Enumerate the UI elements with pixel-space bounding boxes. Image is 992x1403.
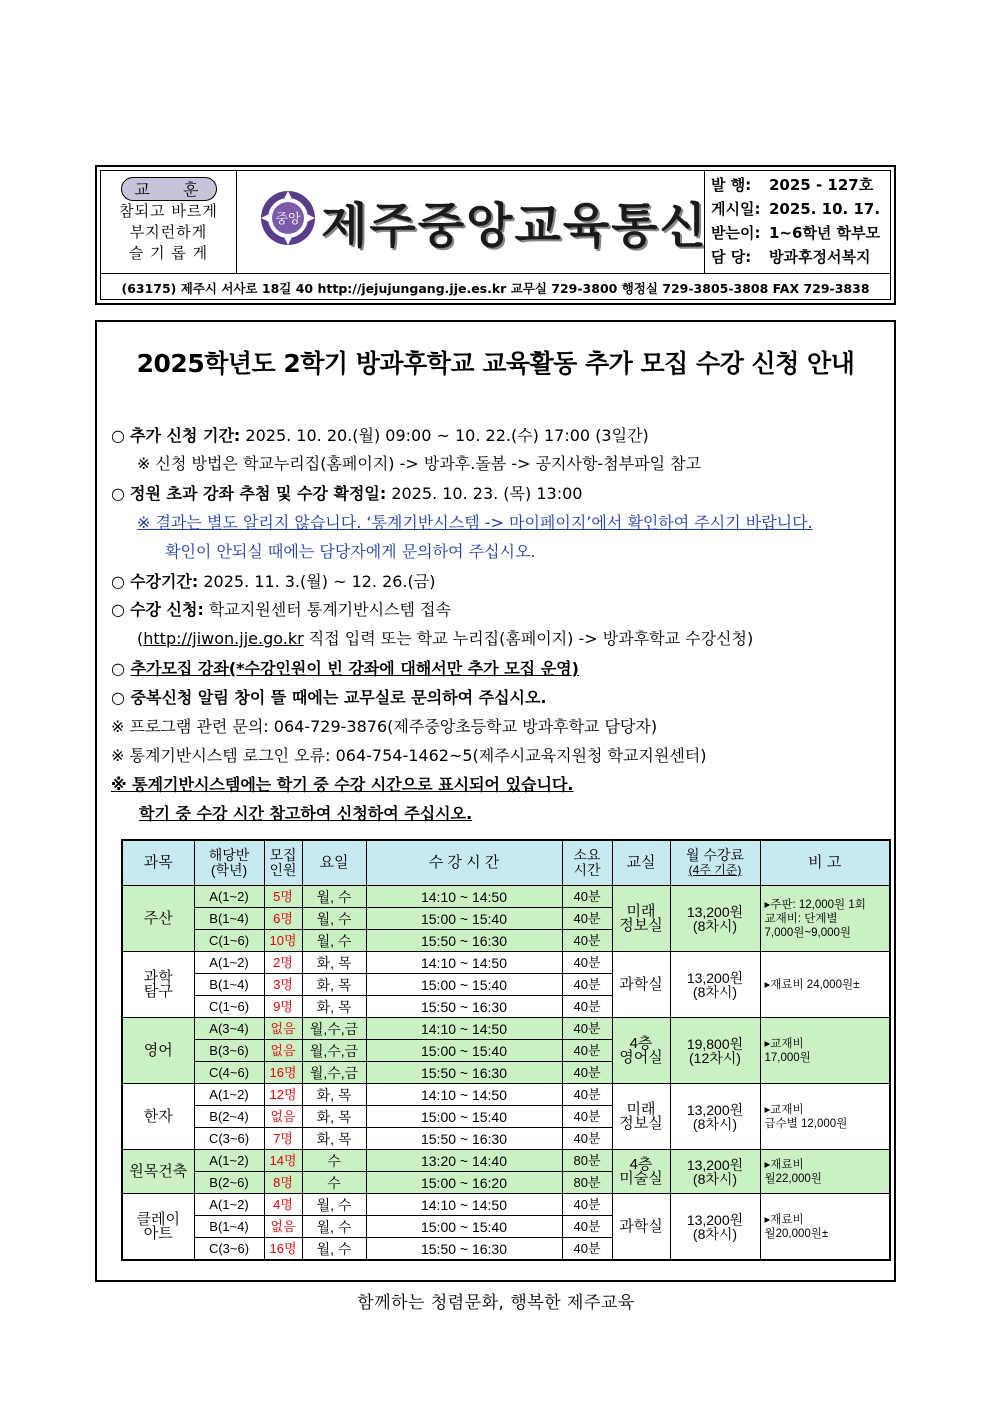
table-body (122, 886, 890, 1261)
capacity-cell: 16명 (264, 1062, 302, 1084)
capacity-cell: 5명 (264, 886, 302, 908)
table-row (122, 1018, 890, 1040)
apply-method: ※ 신청 방법은 학교누리집(홈페이지) -> 방과후.돌봄 -> 공지사항-첨부파일 참고 (137, 454, 702, 473)
class-cell: B(1~4) (194, 908, 264, 930)
time-cell: 15:00 ~ 15:40 (366, 1106, 562, 1128)
room-cell: 미래 정보실 (612, 1084, 670, 1150)
class-cell: A(1~2) (194, 952, 264, 974)
duration-cell: 40분 (562, 974, 612, 996)
time-note-2: 학기 중 수강 시간 참고하여 신청하여 주십시오. (139, 804, 473, 823)
table-row (122, 886, 890, 908)
col-fee: 월 수강료 (4주 기준) (670, 840, 760, 886)
day-cell: 월, 수 (302, 930, 366, 952)
time-cell: 15:00 ~ 15:40 (366, 1216, 562, 1238)
subject-cell: 한자 (122, 1084, 194, 1150)
fee-cell: 13,200원 (8차시) (670, 1194, 760, 1261)
fee-cell: 13,200원 (8차시) (670, 952, 760, 1018)
result-notice: ※ 결과는 별도 알리지 않습니다. ‘통계기반시스템 -> 마이페이지’에서 확인하여 주시기 바랍니다. (137, 513, 813, 532)
time-cell: 15:00 ~ 15:40 (366, 908, 562, 930)
room-cell: 과학실 (612, 1194, 670, 1261)
day-cell: 화, 목 (302, 996, 366, 1018)
footer-slogan: 함께하는 청렴문화, 행복한 제주교육 (357, 1293, 635, 1313)
time-note: ※ 통계기반시스템에는 학기 중 수강 시간으로 표시되어 있습니다. (111, 775, 574, 794)
motto-line: 참되고 바르게 (119, 202, 218, 220)
class-cell: C(3~6) (194, 1128, 264, 1150)
time-cell: 14:10 ~ 14:50 (366, 1194, 562, 1216)
class-cell: B(1~4) (194, 974, 264, 996)
col-class: 해당반 (학년) (194, 840, 264, 886)
school-motto (101, 171, 237, 273)
room-cell: 과학실 (612, 952, 670, 1018)
table-row (122, 952, 890, 974)
class-cell: B(1~4) (194, 1216, 264, 1238)
class-cell: C(4~6) (194, 1062, 264, 1084)
capacity-cell: 6명 (264, 908, 302, 930)
time-cell: 15:00 ~ 15:40 (366, 974, 562, 996)
capacity-cell: 7명 (264, 1128, 302, 1150)
table-row (122, 1150, 890, 1172)
capacity-cell: 없음 (264, 1216, 302, 1238)
capacity-cell: 없음 (264, 1106, 302, 1128)
day-cell: 화, 목 (302, 952, 366, 974)
school-address: (63175) 제주시 서사로 18길 40 http://jejujungang.jje.es.kr 교무실 729-3800 행정실 729-3805-3808 FAX 729-3838 (101, 273, 890, 299)
duration-cell: 40분 (562, 1018, 612, 1040)
fee-cell: 19,800원 (12차시) (670, 1018, 760, 1084)
contact-notice: 확인이 안되실 때에는 담당자에게 문의하여 주십시오. (165, 542, 536, 561)
time-cell: 15:50 ~ 16:30 (366, 996, 562, 1018)
time-cell: 15:50 ~ 16:30 (366, 1128, 562, 1150)
apply-site: (http://jiwon.jje.go.kr 직접 입력 또는 학교 누리집(홈페이지) -> 방과후학교 수강신청) (137, 629, 754, 648)
duration-cell: 40분 (562, 1106, 612, 1128)
how-to-apply: ○ 수강 신청: 학교지원센터 통계기반시스템 접속 (111, 600, 451, 619)
note-cell: ▸재료비 월20,000원± (760, 1194, 890, 1261)
newsletter-title: 제주중앙교육통신 (321, 198, 708, 254)
school-logo-icon (259, 189, 317, 247)
time-cell: 14:10 ~ 14:50 (366, 1018, 562, 1040)
duration-cell: 40분 (562, 886, 612, 908)
jiwon-link[interactable]: http://jiwon.jje.go.kr (143, 629, 304, 648)
time-cell: 15:50 ~ 16:30 (366, 930, 562, 952)
duration-cell: 40분 (562, 952, 612, 974)
time-cell: 15:00 ~ 16:20 (366, 1172, 562, 1194)
class-cell: C(3~6) (194, 1238, 264, 1261)
capacity-cell: 10명 (264, 930, 302, 952)
room-cell: 4층 미술실 (612, 1150, 670, 1194)
class-cell: A(1~2) (194, 1194, 264, 1216)
duration-cell: 40분 (562, 1216, 612, 1238)
apply-period: ○ 추가 신청 기간: 2025. 10. 20.(월) 09:00 ~ 10. 22.(수) 17:00 (3일간) (111, 426, 649, 445)
day-cell: 월, 수 (302, 908, 366, 930)
fee-cell: 13,200원 (8차시) (670, 1084, 760, 1150)
motto-line: 슬 기 롭 게 (128, 244, 209, 262)
class-cell: B(3~6) (194, 1040, 264, 1062)
subject-cell: 영어 (122, 1018, 194, 1084)
day-cell: 월,수,금 (302, 1018, 366, 1040)
day-cell: 수 (302, 1172, 366, 1194)
table-header-row (122, 840, 890, 886)
duration-cell: 40분 (562, 1238, 612, 1261)
table-row (122, 1084, 890, 1106)
class-cell: A(3~4) (194, 1018, 264, 1040)
duration-cell: 80분 (562, 1150, 612, 1172)
meta-date: 게시일: 2025. 10. 17. (711, 200, 881, 218)
time-cell: 15:50 ~ 16:30 (366, 1062, 562, 1084)
capacity-cell: 12명 (264, 1084, 302, 1106)
duration-cell: 40분 (562, 930, 612, 952)
room-cell: 4층 영어실 (612, 1018, 670, 1084)
capacity-cell: 9명 (264, 996, 302, 1018)
day-cell: 수 (302, 1150, 366, 1172)
program-contact: ※ 프로그램 관련 문의: 064-729-3876(제주중앙초등학교 방과후학교 담당자) (111, 717, 658, 736)
subject-cell: 클레이 아트 (122, 1194, 194, 1261)
class-cell: C(1~6) (194, 996, 264, 1018)
header-inner-frame (100, 170, 891, 300)
subject-cell: 과학 탐구 (122, 952, 194, 1018)
notice-title: 2025학년도 2학기 방과후학교 교육활동 추가 모집 수강 신청 안내 (136, 349, 855, 378)
note-cell: ▸교재비 급수별 12,000원 (760, 1084, 890, 1150)
capacity-cell: 8명 (264, 1172, 302, 1194)
class-cell: A(1~2) (194, 1150, 264, 1172)
meta-department: 담 당: 방과후정서복지 (711, 248, 871, 266)
fee-cell: 13,200원 (8차시) (670, 1150, 760, 1194)
svg-text:중앙: 중앙 (275, 212, 301, 227)
class-cell: A(1~2) (194, 1084, 264, 1106)
col-room: 교실 (612, 840, 670, 886)
motto-line: 부지런하게 (129, 223, 208, 241)
capacity-cell: 없음 (264, 1018, 302, 1040)
duration-cell: 80분 (562, 1172, 612, 1194)
col-capacity: 모집 인원 (264, 840, 302, 886)
note-cell: ▸재료비 월22,000원 (760, 1150, 890, 1194)
duration-cell: 40분 (562, 908, 612, 930)
room-cell: 미래 정보실 (612, 886, 670, 952)
title-box (237, 171, 708, 273)
duration-cell: 40분 (562, 1062, 612, 1084)
day-cell: 월,수,금 (302, 1040, 366, 1062)
class-cell: A(1~2) (194, 886, 264, 908)
day-cell: 월, 수 (302, 886, 366, 908)
col-subject: 과목 (122, 840, 194, 886)
time-cell: 13:20 ~ 14:40 (366, 1150, 562, 1172)
time-cell: 14:10 ~ 14:50 (366, 886, 562, 908)
day-cell: 월, 수 (302, 1194, 366, 1216)
col-note: 비 고 (760, 840, 890, 886)
day-cell: 화, 목 (302, 1128, 366, 1150)
notice-body (95, 320, 896, 1282)
duration-cell: 40분 (562, 1040, 612, 1062)
meta-recipient: 받는이: 1~6학년 학부모 (711, 224, 881, 242)
capacity-cell: 16명 (264, 1238, 302, 1261)
day-cell: 월, 수 (302, 1216, 366, 1238)
capacity-cell: 14명 (264, 1150, 302, 1172)
capacity-cell: 3명 (264, 974, 302, 996)
col-time: 수 강 시 간 (366, 840, 562, 886)
capacity-cell: 2명 (264, 952, 302, 974)
subject-cell: 원목건축 (122, 1150, 194, 1194)
time-cell: 15:00 ~ 15:40 (366, 1040, 562, 1062)
day-cell: 월, 수 (302, 1238, 366, 1261)
fee-cell: 13,200원 (8차시) (670, 886, 760, 952)
course-table (121, 839, 891, 1261)
time-cell: 14:10 ~ 14:50 (366, 1084, 562, 1106)
meta-issue: 발 행: 2025 - 127호 (711, 176, 874, 194)
confirm-date: ○ 정원 초과 강좌 추첨 및 수강 확정일: 2025. 10. 23. (목) 13:00 (111, 484, 583, 503)
day-cell: 화, 목 (302, 1106, 366, 1128)
note-cell: ▸교재비 17,000원 (760, 1018, 890, 1084)
time-cell: 14:10 ~ 14:50 (366, 952, 562, 974)
newsletter-header (95, 165, 896, 305)
course-period: ○ 수강기간: 2025. 11. 3.(월) ~ 12. 26.(금) (111, 572, 436, 591)
day-cell: 화, 목 (302, 1084, 366, 1106)
duration-cell: 40분 (562, 996, 612, 1018)
capacity-cell: 없음 (264, 1040, 302, 1062)
duration-cell: 40분 (562, 1194, 612, 1216)
login-contact: ※ 통계기반시스템 로그인 오류: 064-754-1462~5(제주시교육지원청 학교지원센터) (111, 746, 707, 765)
duration-cell: 40분 (562, 1128, 612, 1150)
class-cell: C(1~6) (194, 930, 264, 952)
class-cell: B(2~6) (194, 1172, 264, 1194)
publication-meta (704, 171, 890, 273)
capacity-cell: 4명 (264, 1194, 302, 1216)
col-duration: 소요 시간 (562, 840, 612, 886)
subject-cell: 주산 (122, 886, 194, 952)
motto-badge: 교 훈 (121, 177, 217, 201)
extra-recruit-note: ○ 추가모집 강좌(*수강인원이 빈 강좌에 대해서만 추가 모집 운영) (111, 659, 579, 678)
duration-cell: 40분 (562, 1084, 612, 1106)
day-cell: 화, 목 (302, 974, 366, 996)
duplicate-note: ○ 중복신청 알림 창이 뜰 때에는 교무실로 문의하여 주십시오. (111, 688, 547, 707)
table-row (122, 1194, 890, 1216)
note-cell: ▸주판: 12,000원 1회 교재비: 단계별 7,000원~9,000원 (760, 886, 890, 952)
class-cell: B(2~4) (194, 1106, 264, 1128)
time-cell: 15:50 ~ 16:30 (366, 1238, 562, 1261)
note-cell: ▸재료비 24,000원± (760, 952, 890, 1018)
col-day: 요일 (302, 840, 366, 886)
day-cell: 월,수,금 (302, 1062, 366, 1084)
